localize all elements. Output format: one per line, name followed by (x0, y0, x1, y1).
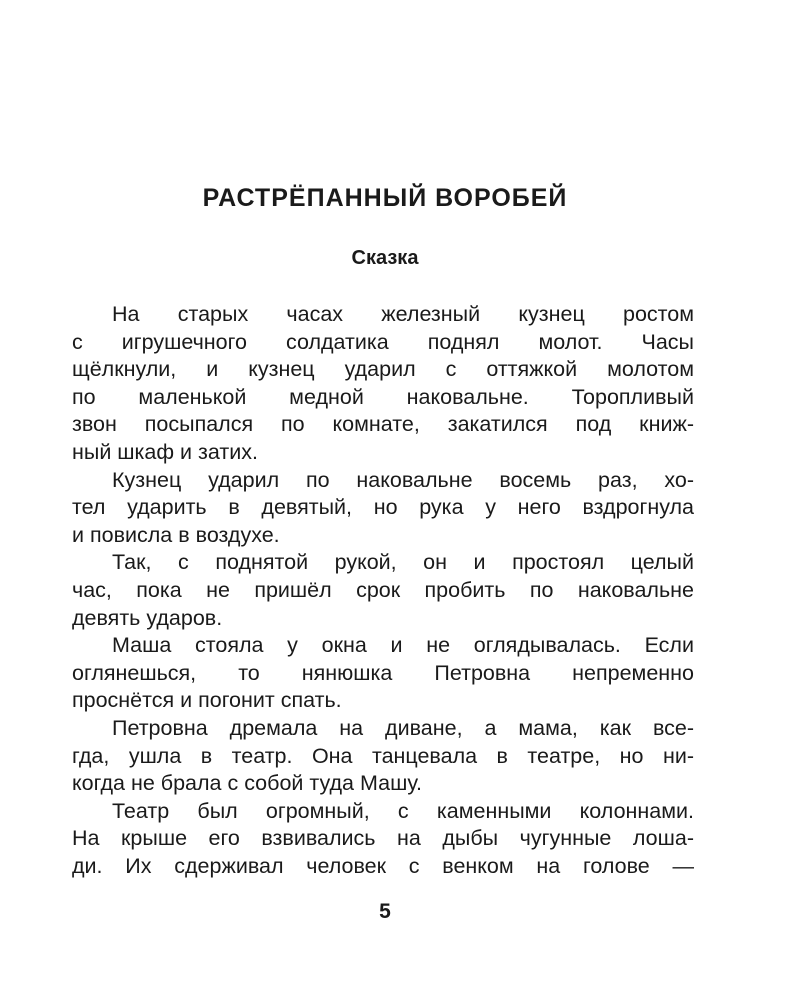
text-line: Так, с поднятой рукой, он и простоял целый (112, 550, 694, 575)
text-line: тел ударить в девятый, но рука у него вздрогнула (72, 495, 694, 520)
text-line: Театр был огромный, с каменными колоннами. (112, 798, 694, 823)
text-line: щёлкнули, и кузнец ударил с оттяжкой молотом (72, 357, 694, 382)
text-line: девять ударов. (72, 605, 223, 630)
text-line: Кузнец ударил по наковальне восемь раз, хо- (112, 467, 694, 492)
text-line: оглянешься, то нянюшка Петровна непременно (72, 660, 694, 685)
text-line: ди. Их сдерживал человек с венком на голове — (72, 853, 694, 878)
story-title: РАСТРЁПАННЫЙ ВОРОБЕЙ (202, 184, 568, 212)
text-line: Маша стояла у окна и не оглядывалась. Если (112, 633, 694, 658)
text-line: когда не брала с собой туда Машу. (72, 771, 422, 796)
text-line: и повисла в воздухе. (72, 522, 280, 547)
text-line: час, пока не пришёл срок пробить по наковальне (72, 577, 694, 602)
text-line: Петровна дремала на диване, а мама, как все- (112, 715, 694, 740)
text-line: с игрушечного солдатика поднял молот. Часы (72, 329, 694, 354)
text-line: На старых часах железный кузнец ростом (112, 302, 694, 326)
story-text (72, 301, 694, 880)
story-subtitle: Сказка (351, 247, 419, 269)
page-number: 5 (379, 900, 391, 923)
text-line: по маленькой медной наковальне. Торопливый (72, 384, 694, 409)
text-line: звон посыпался по комнате, закатился под книж- (72, 412, 694, 437)
text-line: проснётся и погонит спать. (72, 688, 342, 713)
text-line: На крыше его взвивались на дыбы чугунные лоша- (72, 826, 694, 851)
text-line: ный шкаф и затих. (72, 439, 258, 464)
text-line: гда, ушла в театр. Она танцевала в театре, но ни- (72, 743, 694, 768)
